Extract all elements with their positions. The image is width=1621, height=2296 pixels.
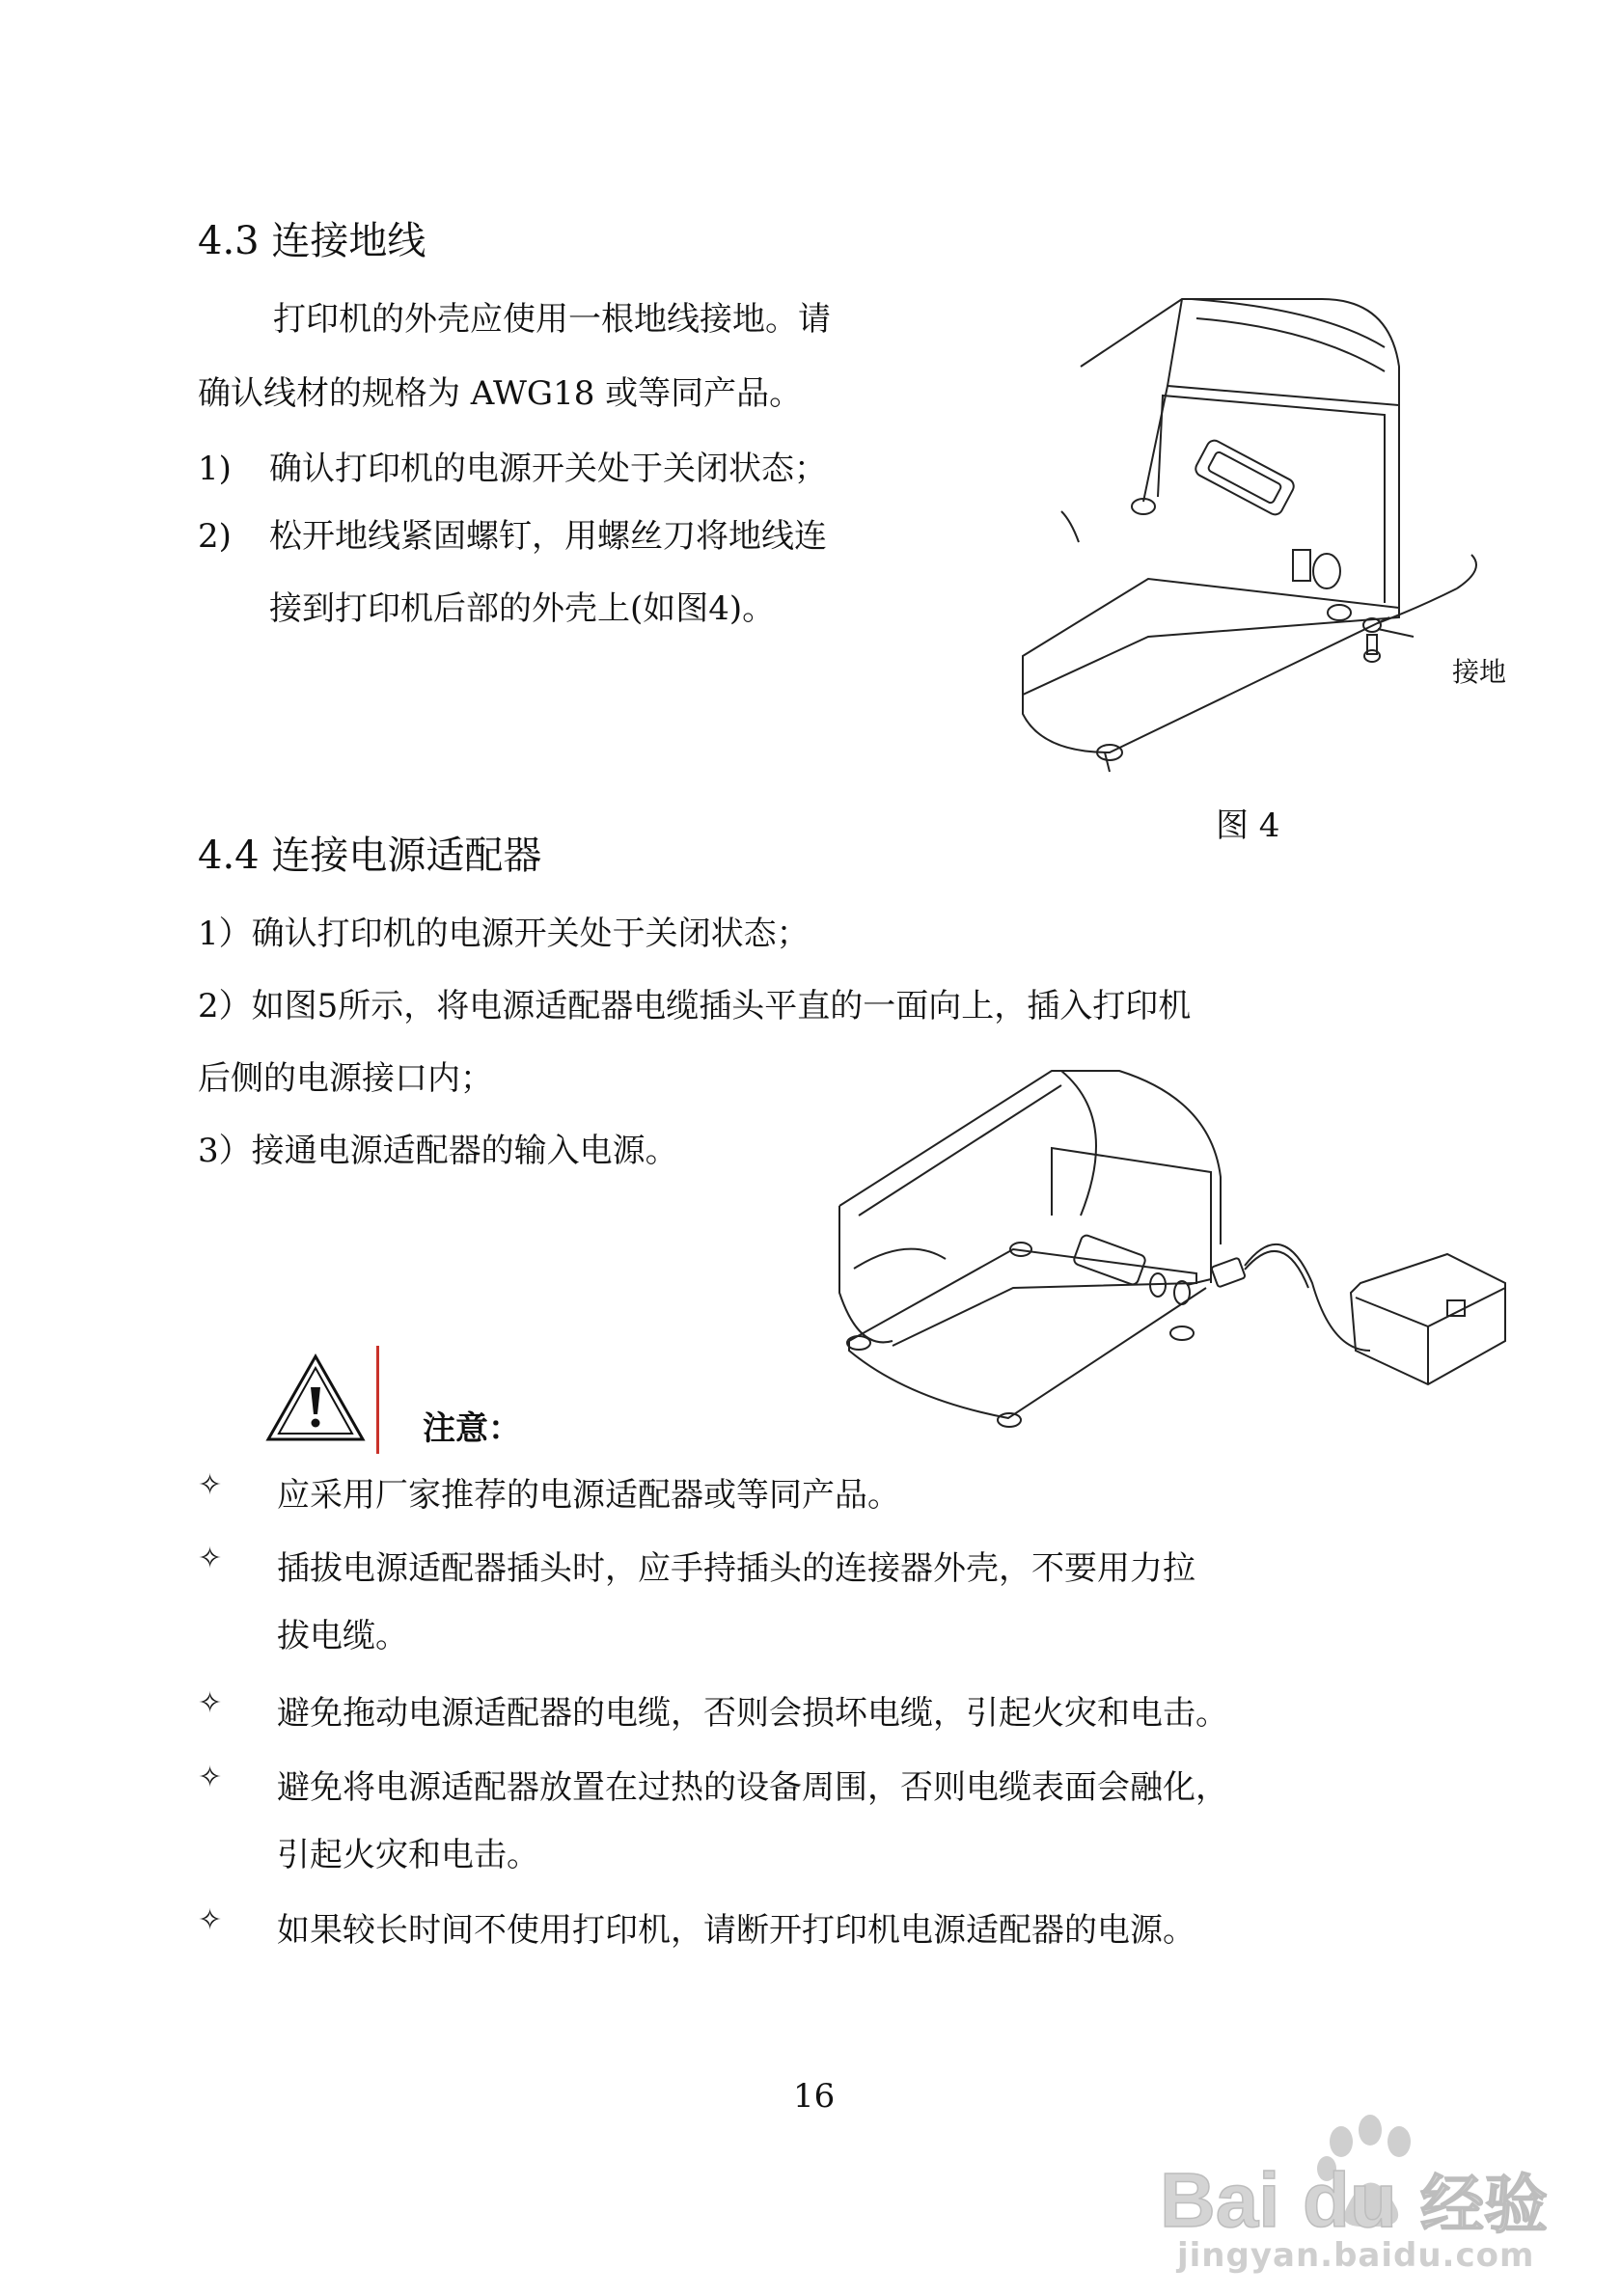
bullet-icon: ✧ — [198, 1542, 223, 1575]
figure-4-callout-label: 接地 — [1452, 656, 1507, 688]
svg-text:du: du — [1303, 2157, 1397, 2243]
list-item-continuation: 接到打印机后部的外壳上(如图4)。 — [269, 589, 776, 628]
notice-title: 注意： — [423, 1409, 521, 1448]
list-text: 确认打印机的电源开关处于关闭状态； — [269, 450, 827, 488]
notice-item-text: 插拔电源适配器插头时，应手持插头的连接器外壳，不要用力拉 — [277, 1549, 1195, 1588]
list-item: 3）接通电源适配器的输入电源。 — [198, 1132, 678, 1170]
figure-4-printer-rear-ground — [1003, 289, 1525, 791]
svg-text:经验: 经验 — [1420, 2168, 1548, 2242]
watermark-logo-text: Bai — [1160, 2157, 1280, 2243]
warning-triangle-icon — [262, 1351, 369, 1447]
bullet-icon: ✧ — [198, 1468, 223, 1502]
list-item — [198, 442, 827, 489]
watermark-url: jingyan.baidu.com — [1177, 2236, 1535, 2275]
notice-item-text: 拔电缆。 — [277, 1617, 408, 1655]
notice-divider — [376, 1346, 379, 1454]
notice-item-text: 引起火灾和电击。 — [277, 1836, 539, 1874]
list-item: 2）如图5所示，将电源适配器电缆插头平直的一面向上，插入打印机 — [198, 987, 1192, 1025]
figure-5-printer-power-adapter — [830, 1061, 1525, 1447]
notice-item-text: 避免拖动电源适配器的电缆，否则会损坏电缆，引起火灾和电击。 — [277, 1694, 1228, 1733]
paragraph-line: 确认线材的规格为 AWG18 或等同产品。 — [198, 374, 803, 413]
notice-item-text: 如果较长时间不使用打印机，请断开打印机电源适配器的电源。 — [277, 1911, 1195, 1950]
section-heading-4-3: 4.3 连接地线 — [198, 219, 426, 263]
list-number: 2) — [198, 517, 232, 556]
section-heading-4-4: 4.4 连接电源适配器 — [198, 834, 542, 878]
bullet-icon: ✧ — [198, 1686, 223, 1720]
notice-item-text: 避免将电源适配器放置在过热的设备周围，否则电缆表面会融化， — [277, 1768, 1228, 1807]
bullet-icon: ✧ — [198, 1761, 223, 1794]
page-number: 16 — [793, 2077, 836, 2116]
list-item — [198, 509, 827, 557]
figure-4-caption: 图 4 — [1216, 806, 1280, 845]
list-text: 松开地线紧固螺钉，用螺丝刀将地线连 — [269, 517, 827, 556]
bullet-icon: ✧ — [198, 1903, 223, 1937]
notice-item-text: 应采用厂家推荐的电源适配器或等同产品。 — [277, 1476, 900, 1515]
list-item-continuation: 后侧的电源接口内； — [198, 1059, 493, 1098]
list-item: 1）确认打印机的电源开关处于关闭状态； — [198, 915, 810, 953]
paragraph-line: 打印机的外壳应使用一根地线接地。请 — [273, 300, 831, 339]
list-number: 1) — [198, 450, 232, 488]
